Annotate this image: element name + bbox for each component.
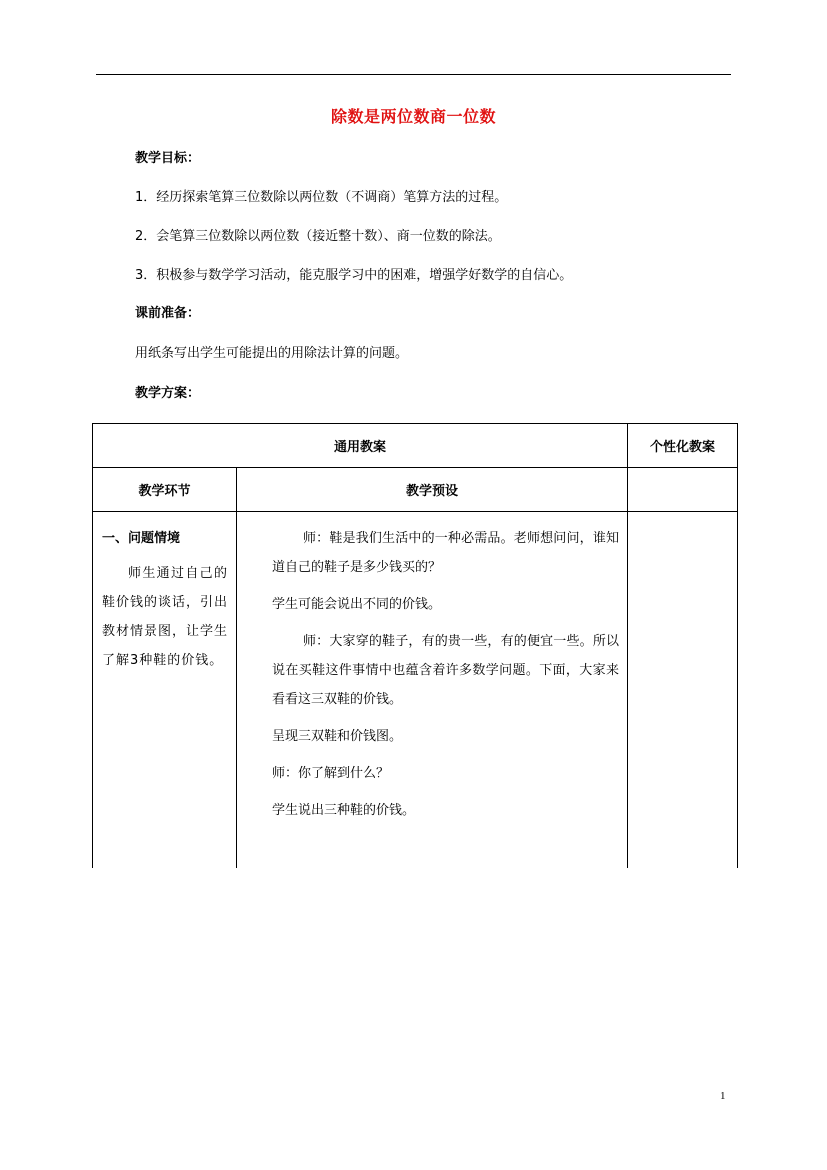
preset-paragraph-5: 师：你了解到什么？ [272,766,390,781]
objective-item-2: 2．会笔算三位数除以两位数（接近整十数）、商一位数的除法。 [135,229,501,244]
stage-description: 师生通过自己的鞋价钱的谈话，引出教材情景图，让学生了解3种鞋的价钱。 [102,566,229,668]
lesson-plan-table [92,423,738,868]
preset-paragraph-4: 呈现三双鞋和价钱图。 [272,729,403,744]
header-personal-empty [628,468,738,512]
header-teaching-stage: 教学环节 [93,468,237,512]
prep-heading: 课前准备： [135,306,201,321]
preset-paragraph-1: 师：鞋是我们生活中的一种必需品。老师想问问，谁知道自己的鞋子是多少钱买的？ [272,531,620,575]
header-rule [96,74,731,75]
objectives-heading: 教学目标： [135,151,201,166]
objective-item-1: 1．经历探索笔算三位数除以两位数（不调商）笔算方法的过程。 [135,190,508,205]
preset-paragraph-3: 师：大家穿的鞋子，有的贵一些，有的便宜一些。所以说在买鞋这件事情中也蕴含着许多数学问题。下面，大家来看看这三双鞋的价钱。 [272,634,620,707]
personal-cell [628,512,738,869]
prep-text: 用纸条写出学生可能提出的用除法计算的问题。 [135,346,409,361]
stage-cell [93,512,237,869]
header-general-plan: 通用教案 [93,424,628,468]
preset-paragraph-6: 学生说出三种鞋的价钱。 [272,803,416,818]
table-header-row [93,424,738,468]
objective-item-3: 3．积极参与数学学习活动，能克服学习中的困难，增强学好数学的自信心。 [135,268,573,283]
table-row [93,512,738,869]
preset-paragraph-2: 学生可能会说出不同的价钱。 [272,597,442,612]
header-personal-plan: 个性化教案 [628,424,738,468]
page-number: 1 [720,1090,726,1102]
document-title: 除数是两位数商一位数 [330,107,496,126]
preset-cell [237,512,628,869]
table-subheader-row [93,468,738,512]
header-teaching-preset: 教学预设 [237,468,628,512]
plan-heading: 教学方案： [135,386,201,401]
stage-title: 一、问题情境 [102,531,181,546]
